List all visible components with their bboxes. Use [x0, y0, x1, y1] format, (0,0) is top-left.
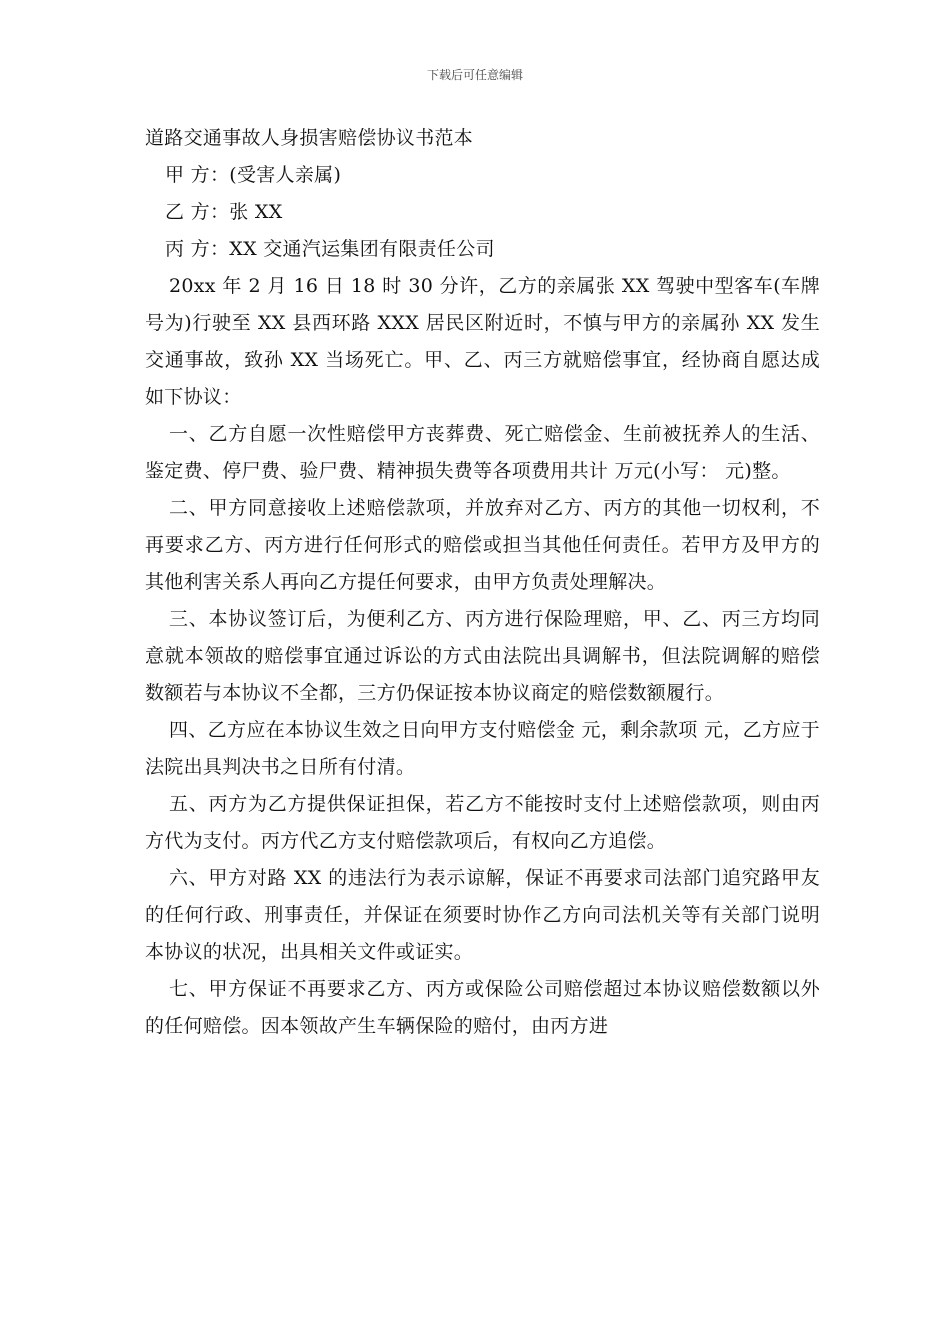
clause-3: 三、本协议签订后，为便利乙方、丙方进行保险理赔，甲、乙、丙三方均同意就本领故的赔偿事宜通过诉讼的方式由法院出具调解书，但法院调解的赔偿数额若与本协议不全都，三方仍保证按本协议商定的赔偿数额履行。 — [145, 608, 820, 704]
clause-4: 四、乙方应在本协议生效之日向甲方支付赔偿金 元，剩余款项 元，乙方应于法院出具判决书之日所有付清。 — [145, 719, 820, 778]
clause-6: 六、甲方对路 XX 的违法行为表示谅解，保证不再要求司法部门追究路甲友的任何行政、刑事责任，并保证在须要时协作乙方向司法机关等有关部门说明本协议的状况，出具相关文件或证实。 — [145, 867, 820, 963]
party-c: 丙 方：XX 交通汽运集团有限责任公司 — [165, 238, 495, 260]
paragraph-intro: 20xx 年 2 月 16 日 18 时 30 分许，乙方的亲属张 XX 驾驶中型客车(车牌号为)行驶至 XX 县西环路 XXX 居民区附近时，不慎与甲方的亲属孙 XX 发生交通事故，致孙 XX 当场死亡。甲、乙、丙三方就赔偿事宜，经协商自愿达成如下协议： — [145, 275, 820, 408]
clause-5: 五、丙方为乙方提供保证担保，若乙方不能按时支付上述赔偿款项，则由丙方代为支付。丙方代乙方支付赔偿款项后，有权向乙方追偿。 — [145, 793, 820, 852]
party-a: 甲 方：(受害人亲属) — [165, 164, 342, 186]
clause-2: 二、甲方同意接收上述赔偿款项，并放弃对乙方、丙方的其他一切权利，不再要求乙方、丙方进行任何形式的赔偿或担当其他任何责任。若甲方及甲方的其他利害关系人再向乙方提任何要求，由甲方负责处理解决。 — [145, 497, 820, 593]
page-header: 下载后可任意编辑 — [426, 68, 523, 82]
clause-1: 一、乙方自愿一次性赔偿甲方丧葬费、死亡赔偿金、生前被抚养人的生活、鉴定费、停尸费、验尸费、精神损失费等各项费用共计 万元(小写： 元)整。 — [145, 423, 820, 482]
clause-7: 七、甲方保证不再要求乙方、丙方或保险公司赔偿超过本协议赔偿数额以外的任何赔偿。因本领故产生车辆保险的赔付，由丙方进 — [145, 978, 820, 1037]
party-b: 乙 方：张 XX — [165, 201, 283, 223]
document-body — [145, 120, 820, 1045]
document-title: 道路交通事故人身损害赔偿协议书范本 — [145, 127, 474, 149]
